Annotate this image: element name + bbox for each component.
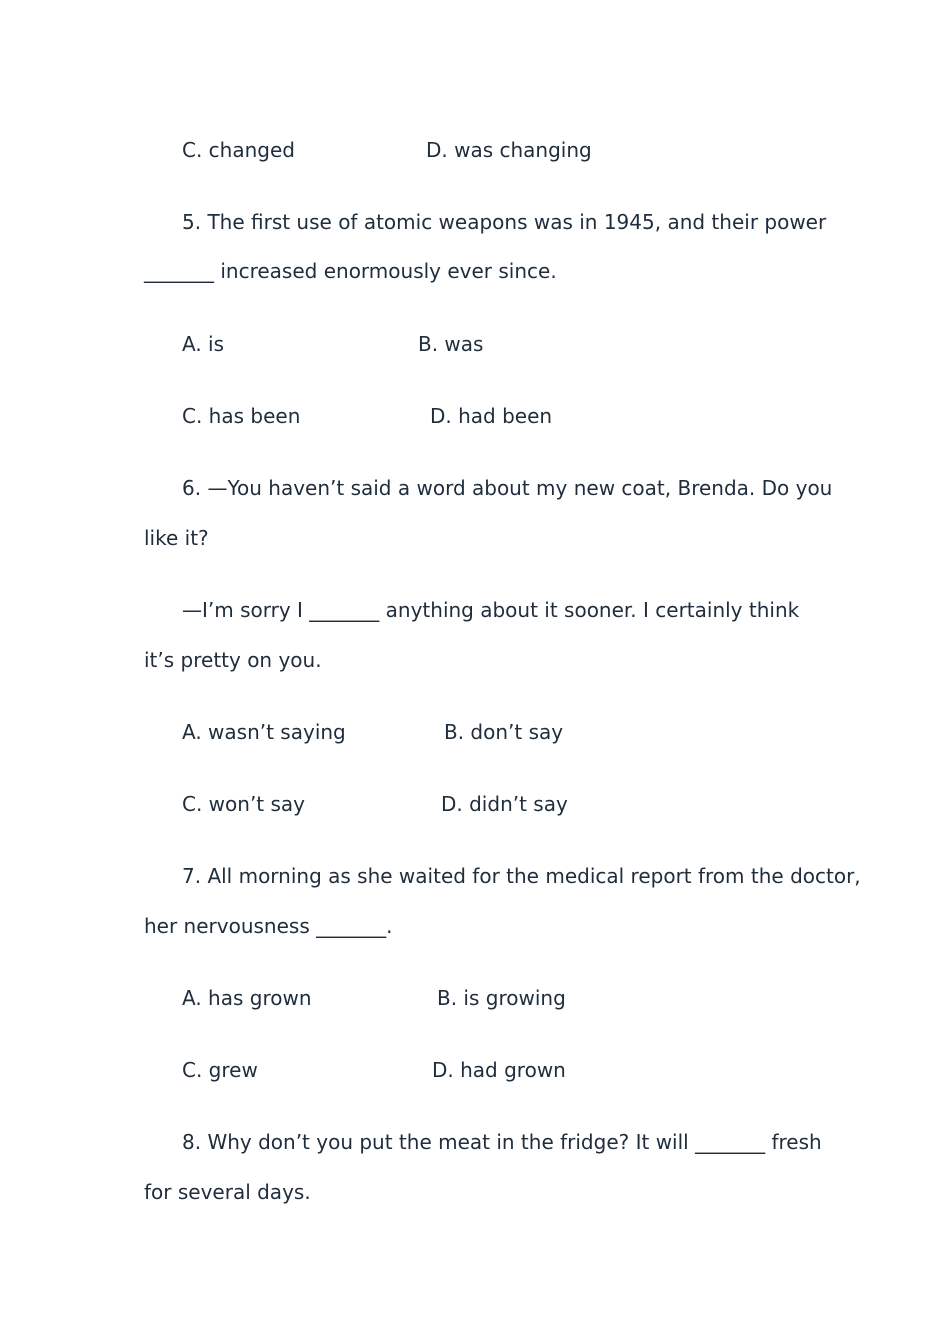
q5-stem-line1: 5. The first use of atomic weapons was in 1945, and their power xyxy=(182,210,827,234)
q5-stem-line2: _______ increased enormously ever since. xyxy=(144,259,557,283)
q7-option-c: C. grew xyxy=(182,1058,258,1082)
q4-option-c: C. changed xyxy=(182,138,295,162)
q5-option-d: D. had been xyxy=(430,404,553,428)
q6-reply-line2: it’s pretty on you. xyxy=(144,648,322,672)
q6-stem-line2: like it? xyxy=(144,526,209,550)
q7-option-a: A. has grown xyxy=(182,986,312,1010)
q6-option-b: B. don’t say xyxy=(444,720,564,744)
q7-stem-line2: her nervousness _______. xyxy=(144,914,393,938)
q6-option-d: D. didn’t say xyxy=(441,792,568,816)
q8-stem-line1: 8. Why don’t you put the meat in the fridge? It will _______ fresh xyxy=(182,1130,822,1154)
q7-option-b: B. is growing xyxy=(437,986,566,1010)
q5-option-c: C. has been xyxy=(182,404,301,428)
q6-stem-line1: 6. —You haven’t said a word about my new coat, Brenda. Do you xyxy=(182,476,833,500)
q7-stem-line1: 7. All morning as she waited for the medical report from the doctor, xyxy=(182,864,861,888)
q6-option-a: A. wasn’t saying xyxy=(182,720,346,744)
q5-option-b: B. was xyxy=(418,332,484,356)
q4-option-d: D. was changing xyxy=(426,138,592,162)
q5-option-a: A. is xyxy=(182,332,225,356)
q6-option-c: C. won’t say xyxy=(182,792,306,816)
q8-stem-line2: for several days. xyxy=(144,1180,311,1204)
q7-option-d: D. had grown xyxy=(432,1058,566,1082)
q6-reply-line1: —I’m sorry I _______ anything about it sooner. I certainly think xyxy=(182,598,800,622)
